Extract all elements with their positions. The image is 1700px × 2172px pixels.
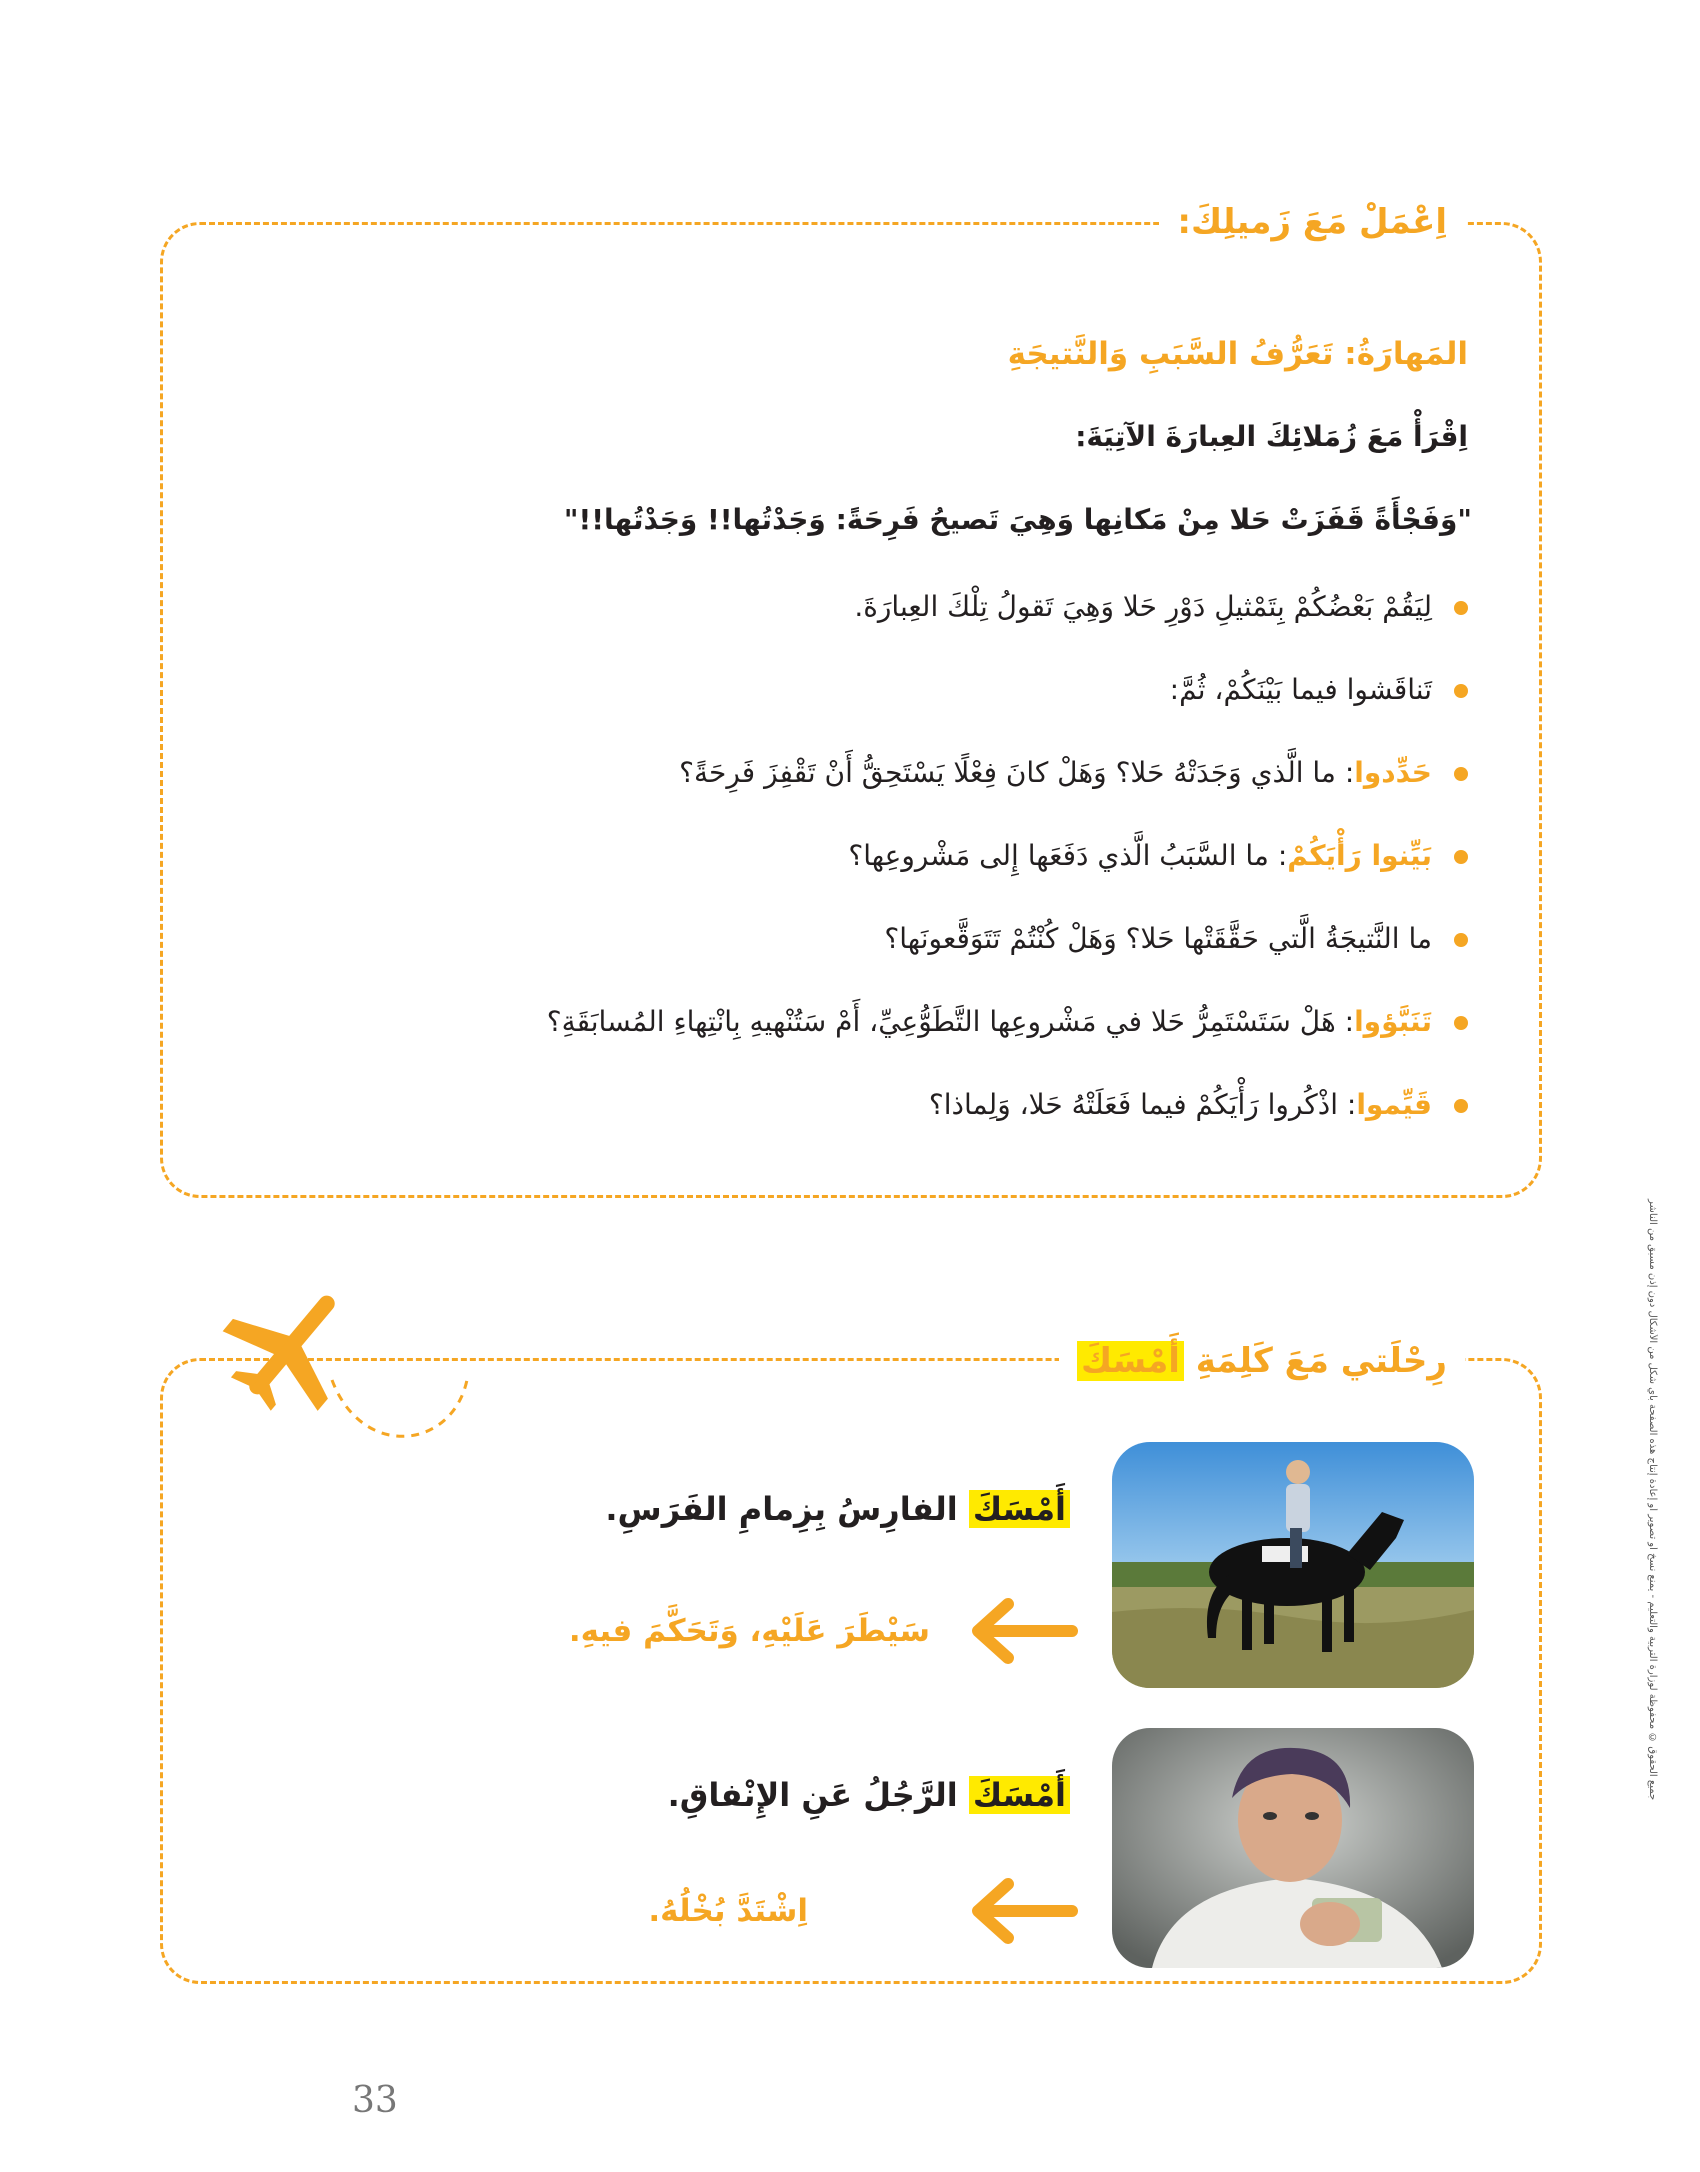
meaning-2: اِشْتَدَّ بُخْلُهُ.	[648, 1893, 808, 1929]
bullet-dot	[1454, 767, 1468, 781]
example-sentence-1	[605, 1484, 1070, 1534]
bullet-text: ما النَّتيجَةُ الَّتي حَقَّقَتْها حَلا؟ وَهَلْ كُنْتُمْ تَتَوَقَّعونَها؟	[884, 922, 1432, 955]
title-prefix: رِحْلَتي مَعَ كَلِمَةِ	[1195, 1341, 1447, 1381]
sentence-text: الفارِسُ بِزِمامِ الفَرَسِ.	[605, 1490, 969, 1528]
copyright-side-note: جميع الحقوق © محفوظة لوزارة التربية والتعليم - يمنع نسخ أو تصوير أو إعادة إنتاج هذه الصفحة بأي شكل من الأشكال دون إذن مسبق من الناشر	[1647, 1198, 1658, 1800]
highlighted-word: أَمْسَكَ	[969, 1776, 1070, 1814]
bullet-text: : هَلْ سَتَسْتَمِرُّ حَلا في مَشْروعِها التَّطَوُّعِيِّ، أَمْ سَتُنْهيهِ بِانْتِهاءِ المُسابَقَةِ؟	[546, 1005, 1355, 1038]
bullet-item	[854, 585, 1468, 629]
bullet-dot	[1454, 1099, 1468, 1113]
example-sentence-2	[668, 1770, 1070, 1820]
bullet-item	[547, 1000, 1468, 1044]
bullet-item	[848, 834, 1468, 878]
bullet-keyword: بَيِّنوا رَأْيَكُمْ	[1287, 839, 1432, 872]
bullet-item	[929, 1083, 1468, 1127]
horse-rider-photo	[1112, 1442, 1474, 1688]
sentence-text: الرَّجُلُ عَنِ الإِنْفاقِ.	[667, 1776, 969, 1814]
bullet-text: : ما الَّذي وَجَدَتْهُ حَلا؟ وَهَلْ كانَ فِعْلًا يَسْتَحِقُّ أَنْ تَقْفِزَ فَرِحَةً؟	[679, 756, 1355, 789]
section-title-word-journey	[1059, 1336, 1465, 1386]
bullet-dot	[1454, 684, 1468, 698]
bullet-dot	[1454, 850, 1468, 864]
bullet-text: : اذْكُروا رَأْيَكُمْ فيما فَعَلَتْهُ حَلا، وَلِماذا؟	[928, 1088, 1357, 1121]
section-title-work-with-colleague: اِعْمَلْ مَعَ زَميلِكَ:	[1159, 197, 1465, 247]
instruction-text: اِقْرَأْ مَعَ زُمَلائِكَ العِبارَةَ الآتِيَةَ:	[1075, 420, 1468, 453]
bullet-keyword: قَيِّموا	[1356, 1088, 1432, 1121]
airplane-icon	[222, 1270, 482, 1460]
bullet-item	[679, 751, 1468, 795]
arrow-left-icon	[960, 1876, 1080, 1946]
page-number: 33	[352, 2080, 398, 2121]
bullet-text: تَناقَشوا فيما بَيْنَكُمْ، ثُمَّ:	[1169, 673, 1432, 706]
bullet-item	[1170, 668, 1468, 712]
highlighted-word: أَمْسَكَ	[969, 1490, 1070, 1528]
bullet-dot	[1454, 1016, 1468, 1030]
quote-text: "وَفَجْأَةً قَفَزَتْ حَلا مِنْ مَكانِها وَهِيَ تَصيحُ فَرِحَةً: وَجَدْتُها!! وَجَدْتُها!!"	[563, 503, 1472, 536]
meaning-1: سَيْطَرَ عَلَيْهِ، وَتَحَكَّمَ فيهِ.	[568, 1613, 930, 1649]
title-highlighted-word: أَمْسَكَ	[1077, 1341, 1184, 1381]
arrow-left-icon	[960, 1596, 1080, 1666]
bullet-dot	[1454, 601, 1468, 615]
bullet-text: : ما السَّبَبُ الَّذي دَفَعَها إِلى مَشْروعِها؟	[848, 839, 1288, 872]
skill-heading: المَهارَةُ: تَعَرُّفُ السَّبَبِ وَالنَّتيجَةِ	[1007, 336, 1468, 372]
bullet-text: لِيَقُمْ بَعْضُكُمْ بِتَمْثيلِ دَوْرِ حَلا وَهِيَ تَقولُ تِلْكَ العِبارَةَ.	[854, 590, 1432, 623]
bullet-dot	[1454, 933, 1468, 947]
bullet-item	[884, 917, 1468, 961]
man-holding-money-photo	[1112, 1728, 1474, 1968]
bullet-keyword: تَنَبَّؤوا	[1354, 1005, 1432, 1038]
bullet-keyword: حَدِّدوا	[1354, 756, 1432, 789]
